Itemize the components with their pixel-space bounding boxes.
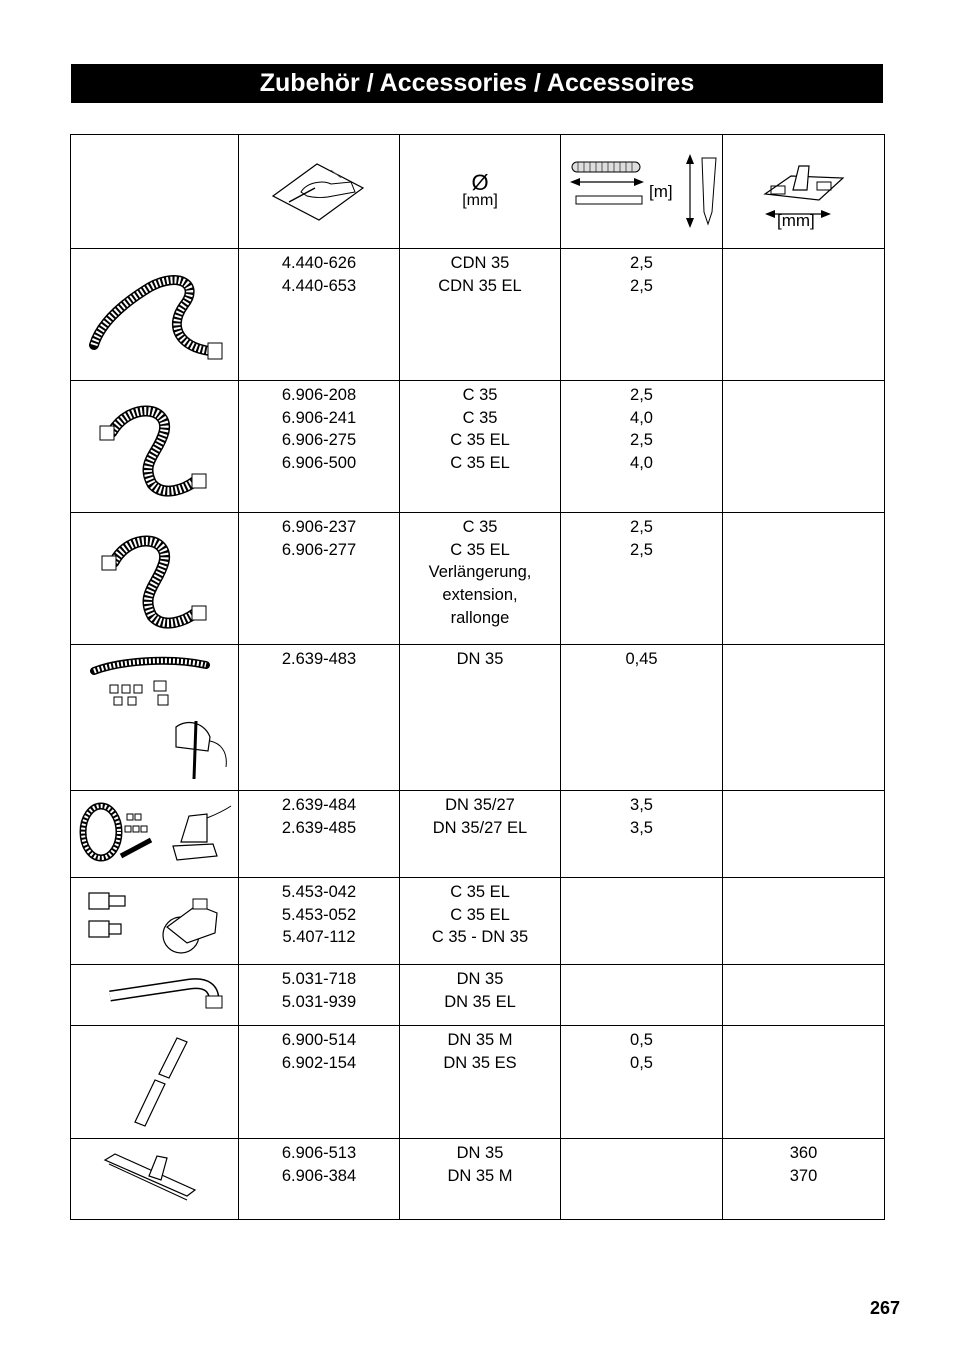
- table-row: [71, 1139, 885, 1220]
- page-number: 267: [870, 1298, 901, 1318]
- part-numbers: 4.440-626 4.440-653: [281, 254, 357, 295]
- adapter-circular-saw-icon: [77, 883, 233, 959]
- part-numbers: 5.031-718 5.031-939: [281, 970, 357, 1011]
- header-width-cell: [723, 135, 885, 249]
- image-cell: [71, 1139, 239, 1220]
- type-designations: DN 35 DN 35 M: [447, 1144, 513, 1185]
- suction-hose-icon: [90, 392, 220, 502]
- widths: 360 370: [789, 1144, 818, 1185]
- part-numbers: 2.639-484 2.639-485: [281, 796, 357, 837]
- width-unit: [mm]: [777, 211, 815, 230]
- floor-nozzle-icon: [95, 1146, 215, 1212]
- hose-with-bend-icon: [80, 265, 230, 365]
- type-designations: DN 35/27 DN 35/27 EL: [432, 796, 528, 837]
- diameter-symbol: Ø: [471, 169, 489, 195]
- bend-tube-icon: [80, 970, 230, 1020]
- table-row: [71, 381, 885, 513]
- header-length-cell: [561, 135, 723, 249]
- table-row: [71, 965, 885, 1026]
- accessories-table: [70, 134, 885, 1220]
- table-header-row: [71, 135, 885, 249]
- part-numbers: 6.906-208 6.906-241 6.906-275 6.906-500: [281, 386, 357, 473]
- table-row: [71, 513, 885, 645]
- lengths: 3,5 3,5: [630, 796, 653, 837]
- lengths: 2,5 2,5: [630, 518, 653, 559]
- image-cell: [71, 791, 239, 878]
- lengths: 2,5 4,0 2,5 4,0: [630, 386, 653, 473]
- page-title: Zubehör / Accessories / Accessoires: [71, 64, 883, 103]
- part-numbers: 6.906-237 6.906-277: [281, 518, 357, 559]
- diameter-unit: [mm]: [462, 191, 498, 209]
- type-designations: DN 35 DN 35 EL: [444, 970, 516, 1011]
- header-image-cell: [71, 135, 239, 249]
- sander-hose-kit-icon: [77, 796, 233, 872]
- angle-grinder-kit-icon: [80, 651, 230, 785]
- part-numbers: 6.900-514 6.902-154: [281, 1031, 357, 1072]
- type-designations: C 35 EL C 35 EL C 35 - DN 35: [431, 883, 529, 947]
- header-diameter-cell: [400, 135, 561, 249]
- machine-hand-icon: [271, 158, 367, 226]
- table-row: [71, 791, 885, 878]
- table-row: [71, 878, 885, 965]
- table-row: [71, 1026, 885, 1139]
- image-cell: [71, 645, 239, 791]
- lengths: 0,5 0,5: [630, 1031, 653, 1072]
- image-cell: [71, 381, 239, 513]
- type-designations: CDN 35 CDN 35 EL: [438, 254, 522, 295]
- part-numbers: 5.453-042 5.453-052 5.407-112: [281, 883, 357, 947]
- type-designations: C 35 C 35 EL Verlängerung, extension, rallonge: [428, 518, 532, 627]
- table-row: [71, 645, 885, 791]
- image-cell: [71, 878, 239, 965]
- part-numbers: 6.906-513 6.906-384: [281, 1144, 357, 1185]
- image-cell: [71, 965, 239, 1026]
- suction-hose-extension-icon: [90, 524, 220, 634]
- length-unit: [m]: [649, 182, 673, 201]
- image-cell: [71, 1026, 239, 1139]
- hose-length-icon: [564, 152, 720, 232]
- type-designations: DN 35: [456, 650, 504, 668]
- part-numbers: 2.639-483: [281, 650, 357, 668]
- type-designations: DN 35 M DN 35 ES: [443, 1031, 517, 1072]
- lengths: 2,5 2,5: [630, 254, 653, 295]
- type-designations: C 35 C 35 C 35 EL C 35 EL: [450, 386, 510, 473]
- suction-tubes-icon: [105, 1032, 205, 1132]
- header-machine-cell: [239, 135, 400, 249]
- image-cell: [71, 513, 239, 645]
- image-cell: [71, 249, 239, 381]
- table-row: [71, 249, 885, 381]
- lengths: 0,45: [625, 650, 658, 668]
